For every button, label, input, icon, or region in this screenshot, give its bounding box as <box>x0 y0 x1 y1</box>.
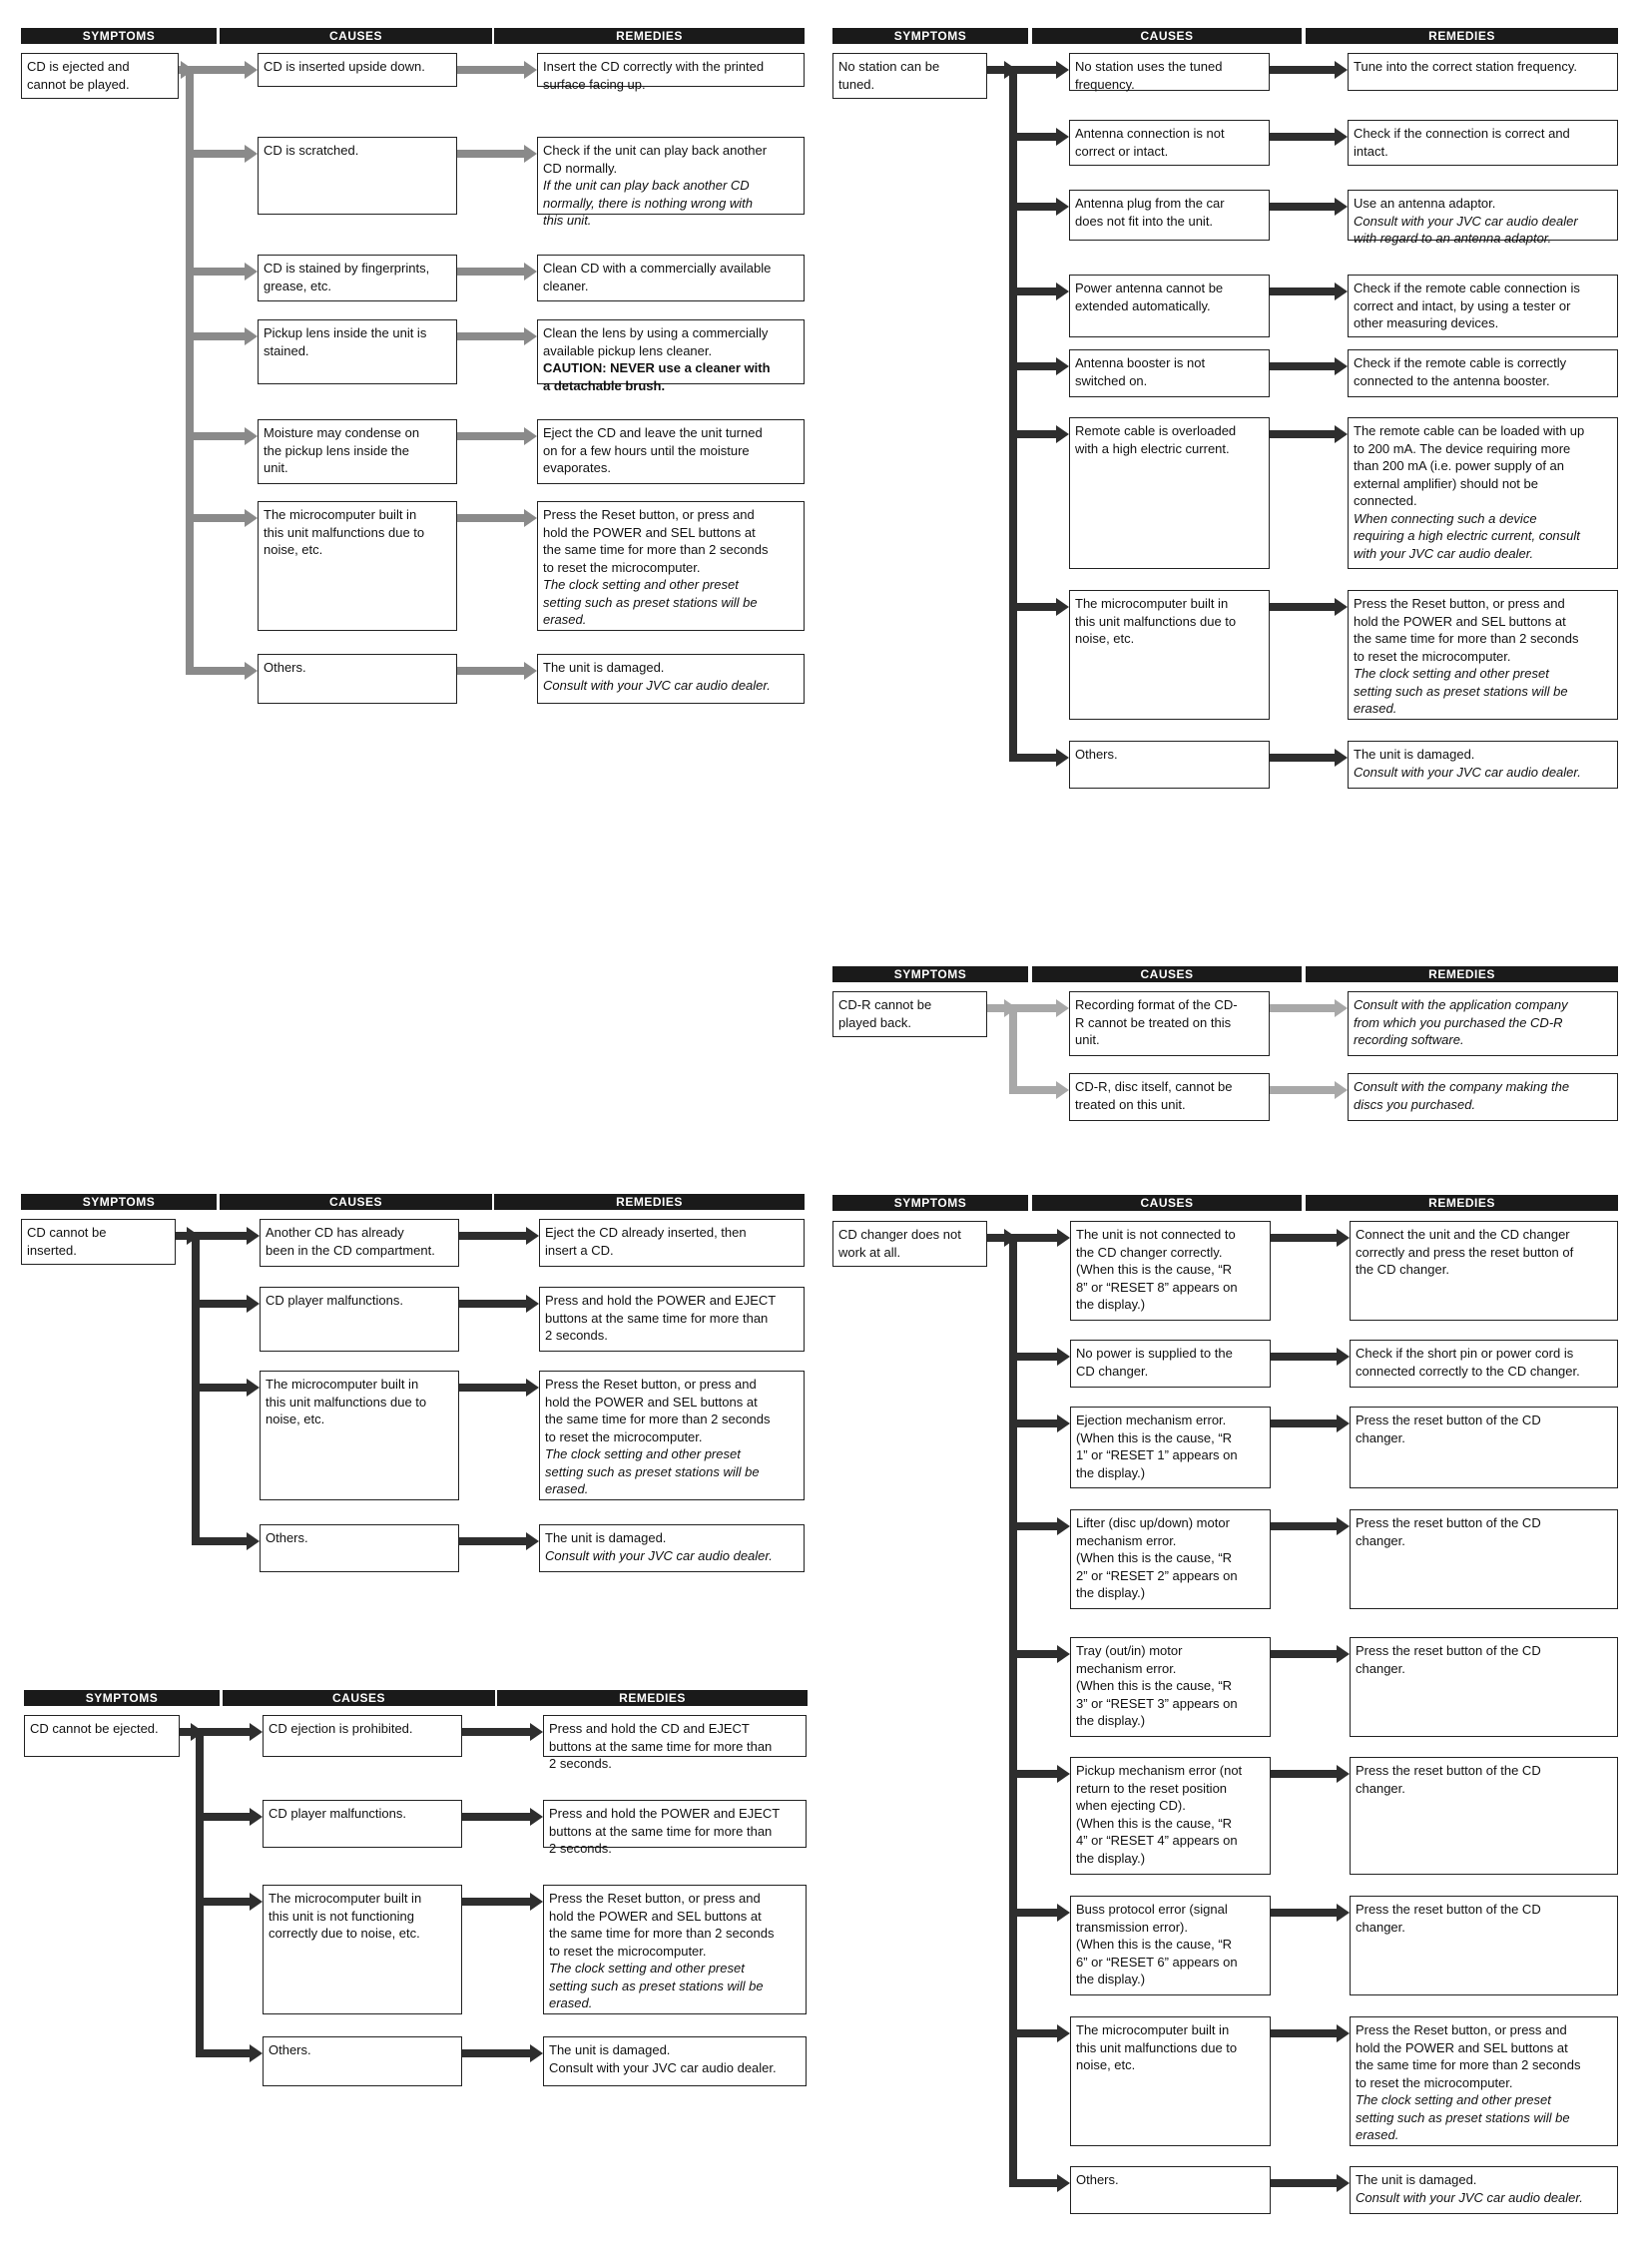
text-line: The unit is damaged. <box>1356 2172 1477 2187</box>
text-line: to reset the microcomputer. <box>545 1428 703 1444</box>
cause-arrow <box>1009 999 1069 1017</box>
remedy-arrow <box>1270 357 1348 375</box>
text-line: Use an antenna adaptor. <box>1354 196 1496 211</box>
text-line: Press the Reset button, or press and <box>1356 2022 1567 2037</box>
header-remedies: REMEDIES <box>1306 28 1618 44</box>
text-line: with regard to an antenna adaptor. <box>1354 231 1552 246</box>
text-line: 8” or “RESET 8” appears on <box>1076 1279 1238 1295</box>
header-causes: CAUSES <box>1032 1195 1302 1211</box>
text-line: Others. <box>266 1530 308 1545</box>
header-symptoms: SYMPTOMS <box>21 1194 217 1210</box>
text-line: buttons at the same time for more than <box>545 1310 769 1326</box>
text-line: noise, etc. <box>266 1412 325 1426</box>
text-line: cleaner. <box>543 278 589 293</box>
text-line: changer. <box>1356 1429 1405 1445</box>
text-line: treated on this unit. <box>1075 1096 1186 1112</box>
cause-arrow <box>1009 749 1069 767</box>
text-line: mechanism error. <box>1076 1532 1177 1548</box>
text-line: 1” or “RESET 1” appears on <box>1076 1447 1238 1462</box>
text-line: setting such as preset stations will be <box>1354 683 1568 699</box>
text-line: The microcomputer built in <box>264 507 417 522</box>
cause-arrow <box>196 1723 263 1741</box>
header-remedies: REMEDIES <box>494 28 805 44</box>
text-line: to 200 mA. The device requiring more <box>1354 440 1571 456</box>
text-line: the same time for more than 2 seconds <box>545 1412 771 1426</box>
cause-arrow <box>1009 283 1069 300</box>
cause-arrow <box>1009 1415 1070 1432</box>
text-line: Check if the unit can play back another <box>543 143 768 158</box>
text-line: Press the Reset button, or press and <box>545 1377 757 1392</box>
text-line: the display.) <box>1076 1850 1146 1866</box>
text-line: inserted. <box>27 1242 77 1258</box>
text-line: (When this is the cause, “R <box>1076 1550 1233 1565</box>
header-symptoms: SYMPTOMS <box>832 28 1028 44</box>
cause-arrow <box>186 327 258 345</box>
text-line: CD changer does not <box>838 1227 961 1242</box>
text-line: CD changer. <box>1076 1363 1149 1379</box>
text-line: this unit malfunctions due to <box>266 1394 427 1410</box>
text-line: The microcomputer built in <box>1076 2022 1230 2037</box>
text-line: this unit malfunctions due to <box>1076 2039 1238 2055</box>
text-line: CD-R cannot be <box>838 997 932 1012</box>
text-line: Press the reset button of the CD <box>1356 1413 1541 1427</box>
text-line: played back. <box>838 1014 911 1030</box>
remedy-arrow <box>462 2044 543 2062</box>
text-line: changer. <box>1356 1780 1405 1796</box>
text-line: Tray (out/in) motor <box>1076 1643 1183 1658</box>
text-line: to reset the microcomputer. <box>1354 648 1511 664</box>
text-line: to reset the microcomputer. <box>1356 2074 1513 2090</box>
text-line: The clock setting and other preset <box>1354 666 1549 681</box>
remedy-arrow <box>1270 283 1348 300</box>
text-line: When connecting such a device <box>1354 510 1537 526</box>
text-line: (When this is the cause, “R <box>1076 1678 1233 1693</box>
text-line: unit. <box>264 460 288 475</box>
cause-arrow <box>1009 2024 1070 2042</box>
cause-arrow <box>196 2044 263 2062</box>
header-causes: CAUSES <box>223 1690 495 1706</box>
text-line: Press the Reset button, or press and <box>543 507 755 522</box>
remedy-arrow <box>459 1532 539 1550</box>
cause-arrow <box>192 1295 260 1313</box>
text-line: changer. <box>1356 1532 1405 1548</box>
text-line: connected. <box>1354 493 1417 508</box>
remedy-arrow <box>457 662 537 680</box>
text-line: Others. <box>264 660 306 675</box>
text-line: 2” or “RESET 2” appears on <box>1076 1567 1238 1583</box>
text-line: extended automatically. <box>1075 297 1211 313</box>
cause-arrow <box>186 662 258 680</box>
text-line: with a high electric current. <box>1075 440 1230 456</box>
text-line: this unit malfunctions due to <box>264 524 425 540</box>
text-line: buttons at the same time for more than <box>549 1823 773 1839</box>
remedy-arrow <box>1271 1517 1350 1535</box>
remedy-arrow <box>459 1295 539 1313</box>
text-line: stained. <box>264 342 309 358</box>
cause-arrow <box>186 61 258 79</box>
text-line: Press the reset button of the CD <box>1356 1643 1541 1658</box>
text-line: surface facing up. <box>543 76 646 92</box>
text-line: hold the POWER and SEL buttons at <box>1354 613 1566 629</box>
text-line: If the unit can play back another CD <box>543 178 750 193</box>
remedy-arrow <box>1271 1348 1350 1366</box>
text-line: CD is inserted upside down. <box>264 59 425 74</box>
text-line: hold the POWER and SEL buttons at <box>545 1394 758 1410</box>
remedy-arrow <box>457 145 537 163</box>
text-line: Consult with the company making the <box>1354 1079 1570 1094</box>
text-line: No power is supplied to the <box>1076 1346 1233 1361</box>
text-line: the same time for more than 2 seconds <box>1356 2057 1581 2072</box>
header-causes: CAUSES <box>220 28 492 44</box>
text-line: Moisture may condense on <box>264 425 420 440</box>
text-line: insert a CD. <box>545 1242 614 1258</box>
text-line: Insert the CD correctly with the printed <box>543 59 765 74</box>
branch-trunk <box>196 1728 204 2057</box>
text-line: (When this is the cause, “R <box>1076 1937 1233 1952</box>
text-line: requiring a high electric current, consult <box>1354 528 1580 543</box>
text-line: Consult with your JVC car audio dealer. <box>545 1547 773 1563</box>
cause-arrow <box>1009 1229 1070 1247</box>
text-line: connected correctly to the CD changer. <box>1356 1363 1580 1379</box>
text-line: Clean CD with a commercially available <box>543 261 772 276</box>
text-line: Others. <box>1076 2172 1119 2187</box>
text-line: Antenna plug from the car <box>1075 196 1225 211</box>
text-line: Press the reset button of the CD <box>1356 1515 1541 1530</box>
remedy-arrow <box>1271 2174 1350 2192</box>
text-line: when ejecting CD). <box>1076 1798 1186 1813</box>
text-line: CD player malfunctions. <box>269 1806 406 1821</box>
text-line: 4” or “RESET 4” appears on <box>1076 1833 1238 1848</box>
text-line: the display.) <box>1076 1297 1146 1312</box>
text-line: Buss protocol error (signal <box>1076 1902 1228 1917</box>
text-line: hold the POWER and SEL buttons at <box>549 1908 762 1924</box>
text-line: CD-R, disc itself, cannot be <box>1075 1079 1233 1094</box>
text-line: evaporates. <box>543 460 611 475</box>
text-line: recording software. <box>1354 1032 1464 1047</box>
text-line: CD ejection is prohibited. <box>269 1721 413 1736</box>
text-line: on for a few hours until the moisture <box>543 442 750 458</box>
text-line: intact. <box>1354 143 1388 159</box>
text-line: 2 seconds. <box>549 1841 612 1856</box>
text-line: CD is ejected and <box>27 59 130 74</box>
text-line: than 200 mA (i.e. power supply of an <box>1354 458 1565 473</box>
text-line: correctly and press the reset button of <box>1356 1244 1574 1260</box>
remedy-arrow <box>1270 999 1348 1017</box>
text-line: the display.) <box>1076 1585 1146 1600</box>
text-line: buttons at the same time for more than <box>549 1738 773 1754</box>
remedy-arrow <box>459 1227 539 1245</box>
branch-trunk <box>1009 66 1017 762</box>
branch-trunk <box>186 66 194 675</box>
cause-arrow <box>186 263 258 281</box>
cause-arrow <box>1009 357 1069 375</box>
text-line: correct or intact. <box>1075 143 1169 159</box>
branch-trunk <box>1009 1234 1017 2187</box>
text-line: mechanism error. <box>1076 1660 1177 1676</box>
text-line: the same time for more than 2 seconds <box>1354 631 1579 646</box>
text-line: grease, etc. <box>264 278 331 293</box>
text-line: correct and intact, by using a tester or <box>1354 297 1571 313</box>
text-line: cannot be played. <box>27 76 130 92</box>
text-line: the display.) <box>1076 1464 1146 1480</box>
text-line: does not fit into the unit. <box>1075 213 1214 229</box>
remedy-arrow <box>457 509 537 527</box>
remedy-arrow <box>457 427 537 445</box>
text-line: frequency. <box>1075 76 1135 92</box>
text-line: No station uses the tuned <box>1075 59 1223 74</box>
cause-arrow <box>192 1532 260 1550</box>
cause-arrow <box>192 1379 260 1397</box>
remedy-arrow <box>1270 198 1348 216</box>
text-line: a detachable brush. <box>543 377 666 393</box>
text-line: Power antenna cannot be <box>1075 281 1224 295</box>
cause-arrow <box>1009 2174 1070 2192</box>
text-line: 6” or “RESET 6” appears on <box>1076 1954 1238 1970</box>
text-line: transmission error). <box>1076 1919 1188 1935</box>
remedy-arrow <box>459 1379 539 1397</box>
text-line: from which you purchased the CD-R <box>1354 1014 1563 1030</box>
cause-arrow <box>1009 1517 1070 1535</box>
text-line: connected to the antenna booster. <box>1354 372 1550 388</box>
remedy-arrow <box>1271 1645 1350 1663</box>
text-line: normally, there is nothing wrong with <box>543 195 754 211</box>
text-line: Antenna booster is not <box>1075 355 1206 370</box>
text-line: 2 seconds. <box>549 1756 612 1771</box>
text-line: external amplifier) should not be <box>1354 475 1538 491</box>
text-line: Press the Reset button, or press and <box>1354 596 1565 611</box>
remedy-arrow <box>1270 128 1348 146</box>
text-line: Consult with your JVC car audio dealer. <box>1354 764 1581 780</box>
text-line: been in the CD compartment. <box>266 1242 435 1258</box>
cause-arrow <box>1009 198 1069 216</box>
text-line: other measuring devices. <box>1354 315 1499 330</box>
text-line: The remote cable can be loaded with up <box>1354 423 1585 438</box>
text-line: Consult with your JVC car audio dealer <box>1354 213 1578 229</box>
remedy-arrow <box>1271 1904 1350 1922</box>
text-line: CAUTION: NEVER use a cleaner with <box>543 360 771 375</box>
text-line: Ejection mechanism error. <box>1076 1413 1227 1427</box>
text-line: Check if the remote cable connection is <box>1354 281 1580 295</box>
text-line: Antenna connection is not <box>1075 126 1225 141</box>
text-line: The clock setting and other preset <box>549 1961 745 1976</box>
remedy-arrow <box>1271 1415 1350 1432</box>
text-line: The unit is not connected to <box>1076 1227 1236 1242</box>
cause-arrow <box>1009 1081 1069 1099</box>
text-line: 3” or “RESET 3” appears on <box>1076 1695 1238 1711</box>
remedy-arrow <box>462 1893 543 1911</box>
text-line: The microcomputer built in <box>1075 596 1229 611</box>
text-line: erased. <box>543 612 587 627</box>
cause-arrow <box>196 1893 263 1911</box>
text-line: The unit is damaged. <box>543 660 665 675</box>
text-line: Press and hold the POWER and EJECT <box>545 1293 777 1308</box>
header-symptoms: SYMPTOMS <box>24 1690 220 1706</box>
cause-arrow <box>1009 61 1069 79</box>
text-line: hold the POWER and SEL buttons at <box>1356 2039 1568 2055</box>
text-line: Consult with the application company <box>1354 997 1568 1012</box>
header-remedies: REMEDIES <box>1306 1195 1618 1211</box>
text-line: 2 seconds. <box>545 1328 608 1343</box>
text-line: The microcomputer built in <box>269 1891 422 1906</box>
remedy-arrow <box>457 263 537 281</box>
text-line: The clock setting and other preset <box>543 577 739 592</box>
header-remedies: REMEDIES <box>497 1690 808 1706</box>
text-line: to reset the microcomputer. <box>543 559 701 575</box>
text-line: the same time for more than 2 seconds <box>543 542 769 557</box>
text-line: CD cannot be <box>27 1225 107 1240</box>
text-line: Connect the unit and the CD changer <box>1356 1227 1570 1242</box>
cause-arrow <box>186 145 258 163</box>
remedy-arrow <box>457 61 537 79</box>
remedy-arrow <box>462 1723 543 1741</box>
header-remedies: REMEDIES <box>494 1194 805 1210</box>
text-line: available pickup lens cleaner. <box>543 342 713 358</box>
text-line: CD is stained by fingerprints, <box>264 261 430 276</box>
text-line: correctly due to noise, etc. <box>269 1926 420 1941</box>
remedy-arrow <box>462 1808 543 1826</box>
cause-arrow <box>1009 1645 1070 1663</box>
text-line: Lifter (disc up/down) motor <box>1076 1515 1230 1530</box>
text-line: Check if the connection is correct and <box>1354 126 1570 141</box>
header-causes: CAUSES <box>1032 966 1302 982</box>
text-line: Others. <box>1075 747 1118 762</box>
text-line: Consult with your JVC car audio dealer. <box>543 677 771 693</box>
text-line: erased. <box>545 1481 589 1496</box>
cause-arrow <box>192 1227 260 1245</box>
text-line: CD is scratched. <box>264 143 359 158</box>
text-line: the same time for more than 2 seconds <box>549 1926 775 1941</box>
text-line: erased. <box>549 1995 593 2010</box>
text-line: The microcomputer built in <box>266 1377 419 1392</box>
branch-trunk <box>1009 1004 1017 1094</box>
cause-arrow <box>1009 598 1069 616</box>
text-line: CD normally. <box>543 160 618 176</box>
remedy-arrow <box>1271 1765 1350 1783</box>
text-line: Pickup mechanism error (not <box>1076 1763 1243 1778</box>
text-line: Clean the lens by using a commercially <box>543 325 769 340</box>
text-line: to reset the microcomputer. <box>549 1943 707 1959</box>
text-line: Press the Reset button, or press and <box>549 1891 761 1906</box>
cause-arrow <box>186 509 258 527</box>
header-causes: CAUSES <box>1032 28 1302 44</box>
remedy-arrow <box>457 327 537 345</box>
cause-arrow <box>186 427 258 445</box>
text-line: noise, etc. <box>1075 631 1135 646</box>
text-line: noise, etc. <box>1076 2057 1136 2072</box>
text-line: changer. <box>1356 1919 1405 1935</box>
text-line: Eject the CD and leave the unit turned <box>543 425 763 440</box>
text-line: noise, etc. <box>264 542 323 557</box>
text-line: Another CD has already <box>266 1225 404 1240</box>
text-line: No station can be <box>838 59 940 74</box>
remedy-arrow <box>1270 749 1348 767</box>
remedy-arrow <box>1270 61 1348 79</box>
text-line: setting such as preset stations will be <box>543 594 758 610</box>
text-line: tuned. <box>838 76 875 92</box>
text-line: (When this is the cause, “R <box>1076 1429 1233 1445</box>
header-symptoms: SYMPTOMS <box>832 966 1028 982</box>
text-line: (When this is the cause, “R <box>1076 1262 1233 1277</box>
header-symptoms: SYMPTOMS <box>21 28 217 44</box>
text-line: CD player malfunctions. <box>266 1293 403 1308</box>
header-remedies: REMEDIES <box>1306 966 1618 982</box>
text-line: changer. <box>1356 1660 1405 1676</box>
header-causes: CAUSES <box>220 1194 492 1210</box>
text-line: unit. <box>1075 1032 1100 1047</box>
text-line: Consult with your JVC car audio dealer. <box>1356 2189 1583 2205</box>
text-line: this unit. <box>543 213 592 228</box>
text-line: Press and hold the CD and EJECT <box>549 1721 750 1736</box>
remedy-arrow <box>1270 425 1348 443</box>
text-line: The unit is damaged. <box>549 2042 671 2057</box>
cause-arrow <box>1009 425 1069 443</box>
remedy-arrow <box>1271 1229 1350 1247</box>
text-line: with your JVC car audio dealer. <box>1354 545 1534 561</box>
cause-arrow <box>1009 1765 1070 1783</box>
branch-trunk <box>192 1232 200 1545</box>
text-line: Check if the remote cable is correctly <box>1354 355 1567 370</box>
text-line: erased. <box>1356 2127 1399 2142</box>
remedy-arrow <box>1271 2024 1350 2042</box>
cause-arrow <box>196 1808 263 1826</box>
text-line: setting such as preset stations will be <box>1356 2109 1570 2125</box>
text-line: Eject the CD already inserted, then <box>545 1225 747 1240</box>
text-line: setting such as preset stations will be <box>545 1463 760 1479</box>
text-line: Remote cable is overloaded <box>1075 423 1237 438</box>
text-line: this unit malfunctions due to <box>1075 613 1237 629</box>
text-line: the display.) <box>1076 1713 1146 1728</box>
text-line: The unit is damaged. <box>1354 747 1475 762</box>
remedy-arrow <box>1270 598 1348 616</box>
text-line: Press and hold the POWER and EJECT <box>549 1806 781 1821</box>
remedy-arrow <box>1270 1081 1348 1099</box>
text-line: hold the POWER and SEL buttons at <box>543 524 756 540</box>
text-line: Press the reset button of the CD <box>1356 1763 1541 1778</box>
cause-arrow <box>1009 1904 1070 1922</box>
text-line: The unit is damaged. <box>545 1530 667 1545</box>
text-line: Consult with your JVC car audio dealer. <box>549 2059 777 2075</box>
text-line: The clock setting and other preset <box>545 1446 741 1461</box>
text-line: The clock setting and other preset <box>1356 2092 1551 2107</box>
text-line: Check if the short pin or power cord is <box>1356 1346 1574 1361</box>
text-line: Tune into the correct station frequency. <box>1354 59 1578 74</box>
text-line: the CD changer correctly. <box>1076 1244 1223 1260</box>
cause-arrow <box>1009 1348 1070 1366</box>
text-line: return to the reset position <box>1076 1780 1228 1796</box>
text-line: work at all. <box>838 1244 901 1260</box>
header-symptoms: SYMPTOMS <box>832 1195 1028 1211</box>
text-line: setting such as preset stations will be <box>549 1978 764 1993</box>
text-line: CD cannot be ejected. <box>30 1721 159 1736</box>
text-line: erased. <box>1354 701 1397 716</box>
text-line: the CD changer. <box>1356 1262 1449 1277</box>
text-line: the display.) <box>1076 1972 1146 1986</box>
text-line: discs you purchased. <box>1354 1096 1476 1112</box>
text-line: Press the reset button of the CD <box>1356 1902 1541 1917</box>
text-line: switched on. <box>1075 372 1148 388</box>
cause-arrow <box>1009 128 1069 146</box>
text-line: this unit is not functioning <box>269 1908 414 1924</box>
text-line: R cannot be treated on this <box>1075 1014 1232 1030</box>
text-line: Pickup lens inside the unit is <box>264 325 427 340</box>
text-line: Recording format of the CD- <box>1075 997 1238 1012</box>
text-line: the pickup lens inside the <box>264 442 409 458</box>
text-line: (When this is the cause, “R <box>1076 1815 1233 1831</box>
text-line: Others. <box>269 2042 311 2057</box>
